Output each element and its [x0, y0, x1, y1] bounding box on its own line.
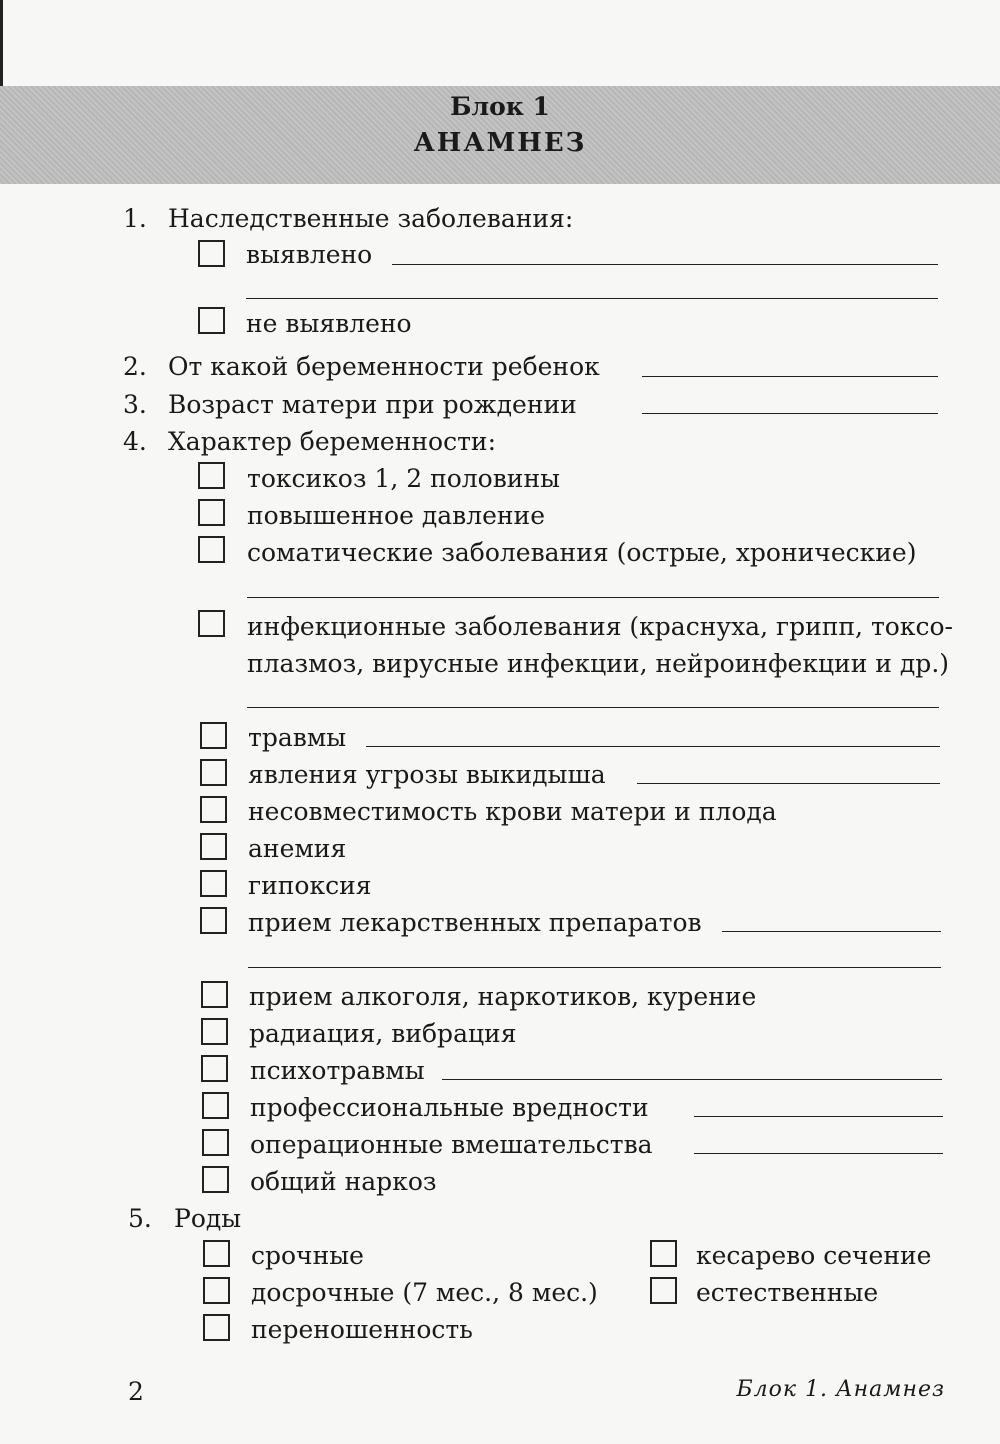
q5-cesarean-checkbox[interactable] — [650, 1240, 677, 1267]
q4-trauma-checkbox[interactable] — [200, 722, 227, 749]
q1-number: 1. — [123, 204, 147, 233]
q5-preterm-checkbox[interactable] — [203, 1277, 230, 1304]
q4-anemia-checkbox[interactable] — [200, 833, 227, 860]
q4-medication-label: прием лекарственных препаратов — [248, 908, 702, 937]
q4-surgery-checkbox[interactable] — [202, 1129, 229, 1156]
q2-title: От какой беременности ребенок — [168, 352, 600, 381]
q5-title: Роды — [174, 1204, 242, 1233]
q4-somatic-field[interactable] — [247, 597, 939, 598]
q5-number: 5. — [128, 1204, 152, 1233]
page-edge-rule — [0, 0, 3, 100]
q4-blood-incompatibility-label: несовместимость крови матери и плода — [248, 797, 777, 826]
q1-not-detected-label: не выявлено — [246, 309, 412, 338]
q4-surgery-field[interactable] — [694, 1153, 943, 1154]
q4-medication-field-2[interactable] — [248, 967, 941, 968]
q5-natural-label: естественные — [696, 1278, 879, 1307]
q4-alcohol-label: прием алкоголя, наркотиков, курение — [249, 982, 757, 1011]
q4-psychotrauma-field[interactable] — [442, 1079, 942, 1080]
q4-alcohol-checkbox[interactable] — [201, 981, 228, 1008]
q1-not-detected-checkbox[interactable] — [198, 307, 225, 334]
q4-surgery-label: операционные вмешательства — [250, 1130, 653, 1159]
q4-hypoxia-checkbox[interactable] — [200, 870, 227, 897]
q2-number: 2. — [123, 352, 147, 381]
q5-post-term-checkbox[interactable] — [203, 1314, 230, 1341]
q1-detected-label: выявлено — [246, 240, 373, 269]
q4-medication-checkbox[interactable] — [200, 907, 227, 934]
q3-field[interactable] — [642, 413, 938, 414]
footer-section-title: Блок 1. Анамнез — [736, 1377, 945, 1402]
q4-medication-field[interactable] — [722, 931, 941, 932]
q5-term-label: срочные — [251, 1241, 364, 1270]
q4-trauma-field[interactable] — [366, 746, 940, 747]
q5-natural-checkbox[interactable] — [650, 1277, 677, 1304]
q4-radiation-label: радиация, вибрация — [249, 1019, 517, 1048]
q5-term-checkbox[interactable] — [203, 1240, 230, 1267]
q4-occupational-hazards-checkbox[interactable] — [202, 1092, 229, 1119]
q4-somatic-label: соматические заболевания (острые, хронические) — [247, 538, 917, 567]
q2-field[interactable] — [642, 376, 938, 377]
q4-infection-label-line2: плазмоз, вирусные инфекции, нейроинфекции и др.) — [247, 649, 950, 678]
q4-infection-field[interactable] — [247, 707, 939, 708]
q4-radiation-checkbox[interactable] — [201, 1018, 228, 1045]
q4-psychotrauma-checkbox[interactable] — [201, 1055, 228, 1082]
q4-miscarriage-threat-label: явления угрозы выкидыша — [248, 760, 606, 789]
q4-title: Характер беременности: — [168, 427, 496, 456]
q1-title: Наследственные заболевания: — [168, 204, 574, 233]
block-title: АНАМНЕЗ — [413, 128, 587, 158]
q4-anemia-label: анемия — [248, 834, 347, 863]
q4-trauma-label: травмы — [248, 723, 347, 752]
q1-detected-field[interactable] — [392, 264, 938, 265]
page-number: 2 — [128, 1377, 144, 1406]
q3-title: Возраст матери при рождении — [168, 390, 577, 419]
q5-cesarean-label: кесарево сечение — [696, 1241, 932, 1270]
q4-number: 4. — [123, 427, 147, 456]
q5-post-term-label: переношенность — [251, 1315, 473, 1344]
q4-general-anesthesia-checkbox[interactable] — [202, 1166, 229, 1193]
q4-psychotrauma-label: психотравмы — [250, 1056, 425, 1085]
q4-miscarriage-threat-field[interactable] — [637, 783, 940, 784]
q4-toxicosis-label: токсикоз 1, 2 половины — [247, 464, 561, 493]
q1-detected-checkbox[interactable] — [198, 240, 225, 267]
q4-somatic-checkbox[interactable] — [198, 536, 225, 563]
q4-toxicosis-checkbox[interactable] — [198, 462, 225, 489]
q4-blood-incompatibility-checkbox[interactable] — [200, 796, 227, 823]
q4-high-pressure-label: повышенное давление — [247, 501, 546, 530]
q4-hypoxia-label: гипоксия — [248, 871, 372, 900]
q3-number: 3. — [123, 390, 147, 419]
block-label: Блок 1 — [450, 92, 550, 121]
q4-occupational-hazards-label: профессиональные вредности — [250, 1093, 649, 1122]
q4-occupational-hazards-field[interactable] — [694, 1116, 943, 1117]
q1-detected-field-2[interactable] — [246, 298, 938, 299]
q5-preterm-label: досрочные (7 мес., 8 мес.) — [251, 1278, 598, 1307]
q4-general-anesthesia-label: общий наркоз — [250, 1167, 437, 1196]
q4-infection-checkbox[interactable] — [198, 610, 225, 637]
q4-infection-label: инфекционные заболевания (краснуха, грипп, токсо- — [247, 612, 953, 641]
q4-miscarriage-threat-checkbox[interactable] — [200, 759, 227, 786]
q4-high-pressure-checkbox[interactable] — [198, 499, 225, 526]
